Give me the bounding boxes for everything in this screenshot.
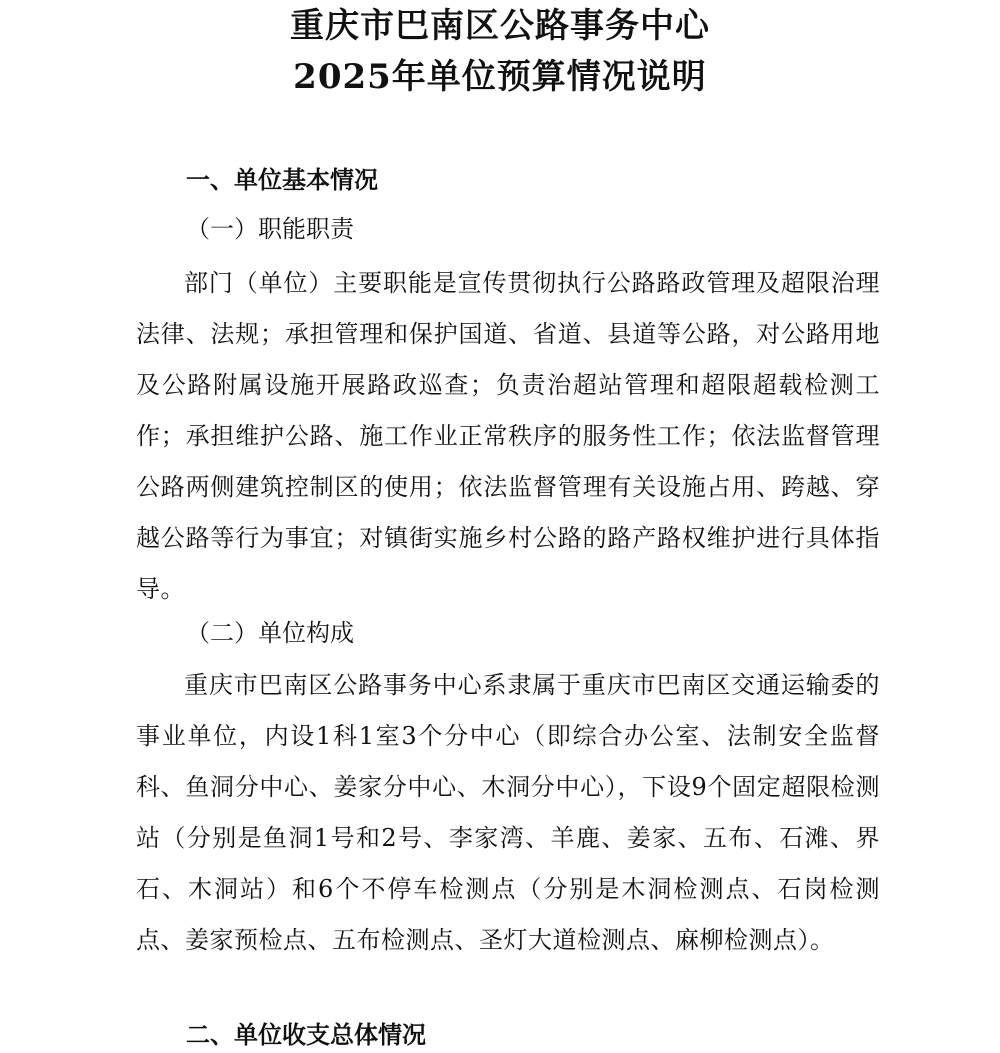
- section2-heading: 二、单位收支总体情况: [186, 1020, 426, 1049]
- document-title-line1: 重庆市巴南区公路事务中心: [290, 6, 710, 46]
- subsection1-paragraph: 部门（单位）主要职能是宣传贯彻执行公路路政管理及超限治理法律、法规；承担管理和保护国道、省道、县道等公路，对公路用地及公路附属设施开展路政巡查；负责治超站管理和超限超载检测工作；承担维护公路、施工作业正常秩序的服务性工作；依法监督管理公路两侧建筑控制区的使用；依法监督管理有关设施占用、跨越、穿越公路等行为事宜；对镇街实施乡村公路的路产路权维护进行具体指导。: [136, 269, 880, 603]
- subsection2-heading: （二）单位构成: [186, 619, 354, 647]
- subsection1-heading: （一）职能职责: [186, 215, 354, 243]
- section1-heading: 一、单位基本情况: [186, 165, 378, 194]
- document-title-line2: 2025年单位预算情况说明: [293, 57, 707, 97]
- subsection2-paragraph: 重庆市巴南区公路事务中心系隶属于重庆市巴南区交通运输委的事业单位，内设1科1室3个分中心（即综合办公室、法制安全监督科、鱼洞分中心、姜家分中心、木洞分中心），下设9个固定超限检测站（分别是鱼洞1号和2号、李家湾、羊鹿、姜家、五布、石滩、界石、木洞站）和6个不停车检测点（分别是木洞检测点、石岗检测点、姜家预检点、五布检测点、圣灯大道检测点、麻柳检测点）。: [136, 671, 880, 954]
